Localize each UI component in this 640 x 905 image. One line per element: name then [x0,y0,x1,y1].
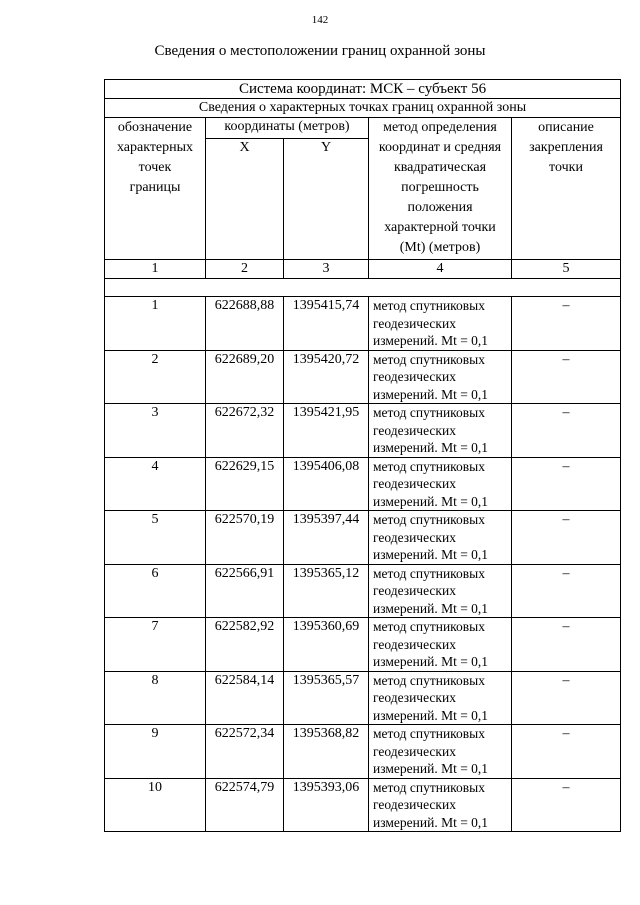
method-cell [369,778,512,832]
method-cell [369,564,512,618]
fixing-description: – [512,297,621,351]
point-id: 7 [105,618,206,672]
method-line: измерений. Mt = 0,1 [373,547,489,562]
point-id: 5 [105,511,206,565]
method-line: геодезических [373,369,456,384]
method-line: метод спутниковых [373,672,485,688]
method-line: метод спутниковых [373,298,485,313]
point-id: 9 [105,725,206,779]
method-line: измерений. Mt = 0,1 [373,493,489,509]
method-line: метод спутниковых [373,779,485,795]
method-line: геодезических [373,636,456,652]
header-line: обозначение [117,120,193,135]
method-line: геодезических [373,529,456,545]
method-cell [369,511,512,565]
boundary-points-table [104,79,621,832]
method-line: измерений. Mt = 0,1 [373,707,489,723]
fixing-description: – [512,618,621,672]
method-line: измерений. Mt = 0,1 [373,600,489,616]
y-coordinate: 1395365,57 [284,671,369,725]
section-heading: Сведения о характерных точках границ охранной зоны [105,99,621,118]
x-coordinate: 622566,91 [206,564,284,618]
table-row [105,725,621,779]
point-id: 4 [105,457,206,511]
y-coordinate: 1395421,95 [284,404,369,458]
column-number: 3 [284,260,369,279]
header-fixing [512,118,621,260]
header-line: точки [549,160,583,175]
coordinate-system: Система координат: МСК – субъект 56 [105,80,621,99]
header-x: X [206,139,284,260]
method-cell [369,350,512,404]
x-coordinate: 622688,88 [206,297,284,351]
method-line: метод спутниковых [373,726,485,741]
x-coordinate: 622629,15 [206,457,284,511]
method-cell [369,404,512,458]
method-line: геодезических [373,797,456,812]
fixing-description: – [512,778,621,832]
method-line: измерений. Mt = 0,1 [373,654,489,669]
column-number: 4 [369,260,512,279]
method-line: метод спутниковых [373,405,485,420]
y-coordinate: 1395360,69 [284,618,369,672]
header-y: Y [284,139,369,260]
method-line: измерений. Mt = 0,1 [373,386,489,402]
header-line: закрепления [529,140,603,155]
header-line: координат и средняя [378,140,502,155]
method-line: метод спутниковых [373,619,485,634]
x-coordinate: 622574,79 [206,778,284,832]
table-row [105,457,621,511]
y-coordinate: 1395368,82 [284,725,369,779]
page-number: 142 [311,14,329,26]
method-cell [369,725,512,779]
method-cell [369,618,512,672]
table-row [105,564,621,618]
y-coordinate: 1395365,12 [284,564,369,618]
column-number: 1 [105,260,206,279]
y-coordinate: 1395393,06 [284,778,369,832]
header-line: (Mt) (метров) [399,240,481,255]
header-line: характерной точки [384,220,496,235]
y-coordinate: 1395415,74 [284,297,369,351]
method-line: метод спутниковых [373,458,485,474]
method-cell [369,671,512,725]
method-cell [369,457,512,511]
fixing-description: – [512,511,621,565]
column-number: 5 [512,260,621,279]
fixing-description: – [512,457,621,511]
header-method [369,118,512,260]
header-coordinates: координаты (метров) [206,118,369,139]
table-row [105,404,621,458]
point-id: 10 [105,778,206,832]
header-designation [105,118,206,260]
point-id: 1 [105,297,206,351]
fixing-description: – [512,671,621,725]
method-cell [369,297,512,351]
x-coordinate: 622582,92 [206,618,284,672]
fixing-description: – [512,404,621,458]
table-row [105,511,621,565]
method-line: геодезических [373,583,456,598]
table-row [105,778,621,832]
y-coordinate: 1395406,08 [284,457,369,511]
empty-separator-row [105,279,621,297]
point-id: 3 [105,404,206,458]
header-line: описание [538,120,594,135]
table-row [105,297,621,351]
x-coordinate: 622572,34 [206,725,284,779]
table-row [105,350,621,404]
x-coordinate: 622672,32 [206,404,284,458]
header-line: квадратическая [393,160,487,175]
method-line: геодезических [373,476,456,491]
method-line: геодезических [373,422,456,438]
method-line: измерений. Mt = 0,1 [373,440,489,455]
method-line: геодезических [373,690,456,705]
method-line: измерений. Mt = 0,1 [373,333,489,348]
method-line: геодезических [373,315,456,331]
header-line: точек [138,160,172,175]
table-row [105,671,621,725]
header-line: метод определения [383,120,497,135]
method-line: измерений. Mt = 0,1 [373,814,489,830]
header-line: характерных [116,140,194,155]
fixing-description: – [512,725,621,779]
header-line: границы [129,180,181,195]
point-id: 8 [105,671,206,725]
column-number: 2 [206,260,284,279]
x-coordinate: 622584,14 [206,671,284,725]
method-line: измерений. Mt = 0,1 [373,761,489,776]
y-coordinate: 1395420,72 [284,350,369,404]
header-line: положения [407,200,473,215]
method-line: метод спутниковых [373,351,485,367]
document-title: Сведения о местоположении границ охранной зоны [154,43,486,59]
method-line: метод спутниковых [373,565,485,581]
header-line: погрешность [401,180,479,195]
fixing-description: – [512,564,621,618]
y-coordinate: 1395397,44 [284,511,369,565]
point-id: 6 [105,564,206,618]
method-line: геодезических [373,743,456,759]
point-id: 2 [105,350,206,404]
x-coordinate: 622689,20 [206,350,284,404]
method-line: метод спутниковых [373,512,485,527]
table-row [105,618,621,672]
fixing-description: – [512,350,621,404]
x-coordinate: 622570,19 [206,511,284,565]
